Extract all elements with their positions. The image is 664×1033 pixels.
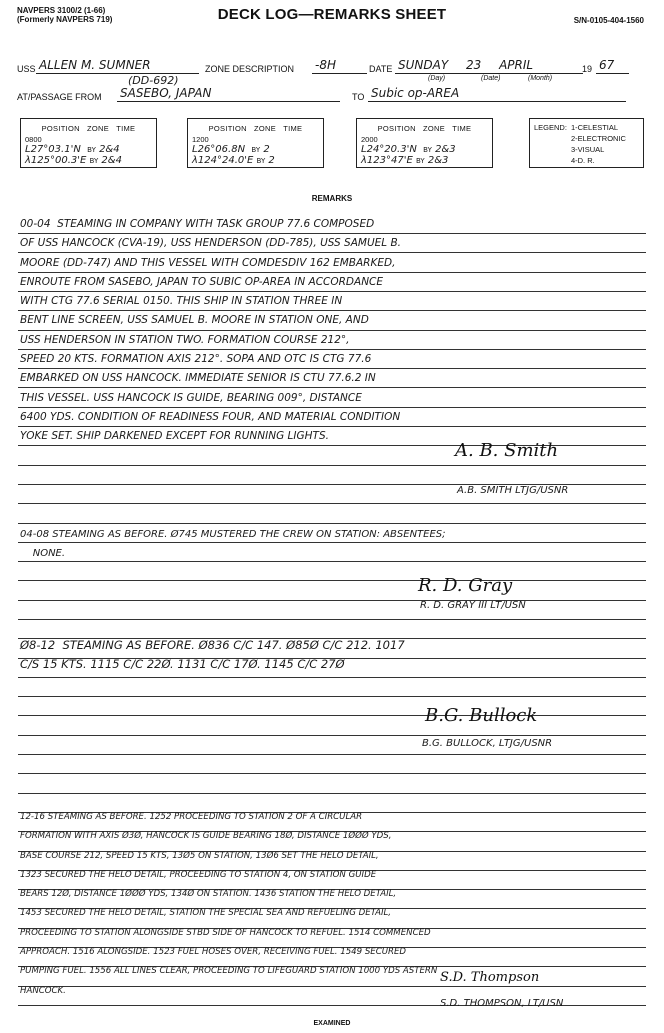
signer-12-16: S.D. THOMPSON, LT/USN (440, 998, 564, 1009)
position-longitude[interactable]: λ125°00.3'E BY 2&4 (25, 155, 122, 166)
date-label: DATE (369, 64, 393, 74)
position-box-0800 (20, 118, 157, 168)
watch-entry-04-08[interactable]: 04-08 STEAMING AS BEFORE. Ø745 MUSTERED THE CREW ON STATION: ABSENTEES; NONE. (20, 529, 446, 560)
signer-00-04: A.B. SMITH LTJG/USNR (457, 485, 569, 496)
at-passage-label: AT/PASSAGE FROM (17, 92, 102, 102)
signer-08-12: B.G. BULLOCK, LTJG/USNR (422, 738, 553, 749)
ruled-line (18, 715, 646, 716)
signature-04-08: R. D. Gray (418, 575, 513, 596)
to-field[interactable]: Subic op-AREA (368, 86, 626, 102)
hull-number: (DD-692) (128, 74, 179, 87)
date-field[interactable] (395, 58, 583, 74)
ruled-line (18, 735, 646, 736)
watch-entry-08-12[interactable]: Ø8-12 STEAMING AS BEFORE. Ø836 C/C 147. Ø85Ø C/C 212. 1017 C/S 15 KTS. 1115 C/C 22Ø. 1131 C/C 17Ø. 1145 C/C 27Ø (20, 638, 405, 672)
ruled-line (18, 465, 646, 466)
position-time: 1200 (192, 135, 209, 144)
position-box-headings: POSITION ZONE TIME (41, 124, 136, 133)
remarks-heading: REMARKS (311, 194, 353, 203)
signature-00-04: A. B. Smith (455, 440, 559, 461)
stock-number: S/N-0105-404-1560 (573, 16, 644, 25)
ruled-line (18, 503, 646, 504)
zone-description-label: ZONE DESCRIPTION (205, 64, 295, 74)
year-prefix: 19 (582, 64, 593, 74)
position-box-headings: POSITION ZONE TIME (377, 124, 472, 133)
date-date: 23 (465, 58, 482, 72)
signature-12-16: S.D. Thompson (440, 970, 540, 985)
ruled-line (18, 580, 646, 581)
uss-label: USS (17, 64, 36, 74)
position-box-1200 (187, 118, 324, 168)
zone-field[interactable]: -8H (312, 58, 367, 74)
examined-label: EXAMINED (313, 1020, 351, 1027)
watch-entry-12-16[interactable]: 12-16 STEAMING AS BEFORE. 1252 PROCEEDING TO STATION 2 OF A CIRCULAR FORMATION WITH AXIS Ø3Ø, HANCOCK IS GUIDE BEARING 18Ø, DISTANCE 1ØØØ YDS, BASE COURSE 212, SPEED 15 KTS, 13Ø5 ON STATION, 13Ø6 SET THE HELO DETAIL, 1323 SECURED THE HELO DETAIL, PROCEEDING TO STATION 4, ON STATION GUIDE BEARS 12Ø, DISTANCE 1ØØØ YDS, 134Ø ON STATION. 1436 STATION THE HELO DETAIL, 1453 SECURED THE HELO DETAIL, STATION THE SPECIAL SEA AND REFUELING DETAIL, PROCEEDING TO STATION ALONGSIDE STBD SIDE OF HANCOCK TO REFUEL. 1514 COMMENCED APPROACH. 1516 ALONGSIDE. 1523 FUEL HOSES OVER, RECEIVING FUEL. 1549 SECURED PUMPING FUEL. 1556 ALL LINES CLEAR, PROCEEDING TO LIFEGUARD STATION 1000 YDS ASTERN HANCOCK. (20, 812, 438, 996)
position-time: 2000 (361, 135, 378, 144)
legend-item: 1-CELESTIAL (570, 123, 619, 132)
ship-name-field[interactable]: ALLEN M. SUMNER (36, 58, 199, 74)
legend-item: 4-D. R. (570, 156, 595, 165)
from-field[interactable]: SASEBO, JAPAN (117, 86, 340, 102)
legend-item: 3-VISUAL (570, 145, 605, 154)
day-caption: (Day) (428, 75, 446, 82)
to-label: TO (352, 92, 365, 102)
position-latitude[interactable]: L26°06.8N BY 2 (192, 144, 270, 155)
form-id: NAVPERS 3100/2 (1-66) (17, 6, 106, 15)
month-caption: (Month) (528, 75, 553, 82)
ruled-line (18, 677, 646, 678)
position-box-2000 (356, 118, 493, 168)
legend-title: LEGEND: (534, 123, 567, 132)
legend-item: 2-ELECTRONIC (570, 134, 626, 143)
page-title: DECK LOG—REMARKS SHEET (217, 6, 447, 23)
position-longitude[interactable]: λ124°24.0'E BY 2 (192, 155, 275, 166)
legend-box (529, 118, 644, 168)
form-former: (Formerly NAVPERS 719) (17, 15, 113, 24)
signer-04-08: R. D. GRAY III LT/USN (420, 600, 526, 611)
ruled-line (18, 696, 646, 697)
ruled-line (18, 754, 646, 755)
ruled-line (18, 793, 646, 794)
ruled-line (18, 773, 646, 774)
year-field[interactable]: 67 (596, 58, 629, 74)
position-box-headings: POSITION ZONE TIME (208, 124, 303, 133)
date-month: APRIL (499, 58, 534, 72)
ruled-line (18, 600, 646, 601)
position-longitude[interactable]: λ123°47'E BY 2&3 (361, 155, 449, 166)
ruled-line (18, 619, 646, 620)
signature-08-12: B.G. Bullock (425, 705, 538, 726)
watch-entry-00-04[interactable]: 00-04 STEAMING IN COMPANY WITH TASK GROUP 77.6 COMPOSED OF USS HANCOCK (CVA-19), USS HENDERSON (DD-785), USS SAMUEL B. MOORE (DD-747) AND THIS VESSEL WITH COMDESDIV 162 EMBARKED, ENROUTE FROM SASEBO, JAPAN TO SUBIC OP-AREA IN ACCORDANCE WITH CTG 77.6 SERIAL 0150. THIS SHIP IN STATION THREE IN BENT LINE SCREEN, USS SAMUEL B. MOORE IN STATION ONE, AND USS HENDERSON IN STATION TWO. FORMATION COURSE 212°, SPEED 20 KTS. FORMATION AXIS 212°. SOPA AND OTC IS CTG 77.6 EMBARKED ON USS HANCOCK. IMMEDIATE SENIOR IS CTU 77.6.2 IN THIS VESSEL. USS HANCOCK IS GUIDE, BEARING 009°, DISTANCE 6400 YDS. CONDITION OF READINESS FOUR, AND MATERIAL CONDITION YOKE SET. SHIP DARKENED EXCEPT FOR RUNNING LIGHTS. (20, 218, 402, 443)
position-latitude[interactable]: L27°03.1'N BY 2&4 (25, 144, 120, 155)
date-day: SUNDAY (398, 58, 449, 72)
position-latitude[interactable]: L24°20.3'N BY 2&3 (361, 144, 456, 155)
position-time: 0800 (25, 135, 42, 144)
ruled-line (18, 523, 646, 524)
date-caption: (Date) (481, 75, 501, 82)
